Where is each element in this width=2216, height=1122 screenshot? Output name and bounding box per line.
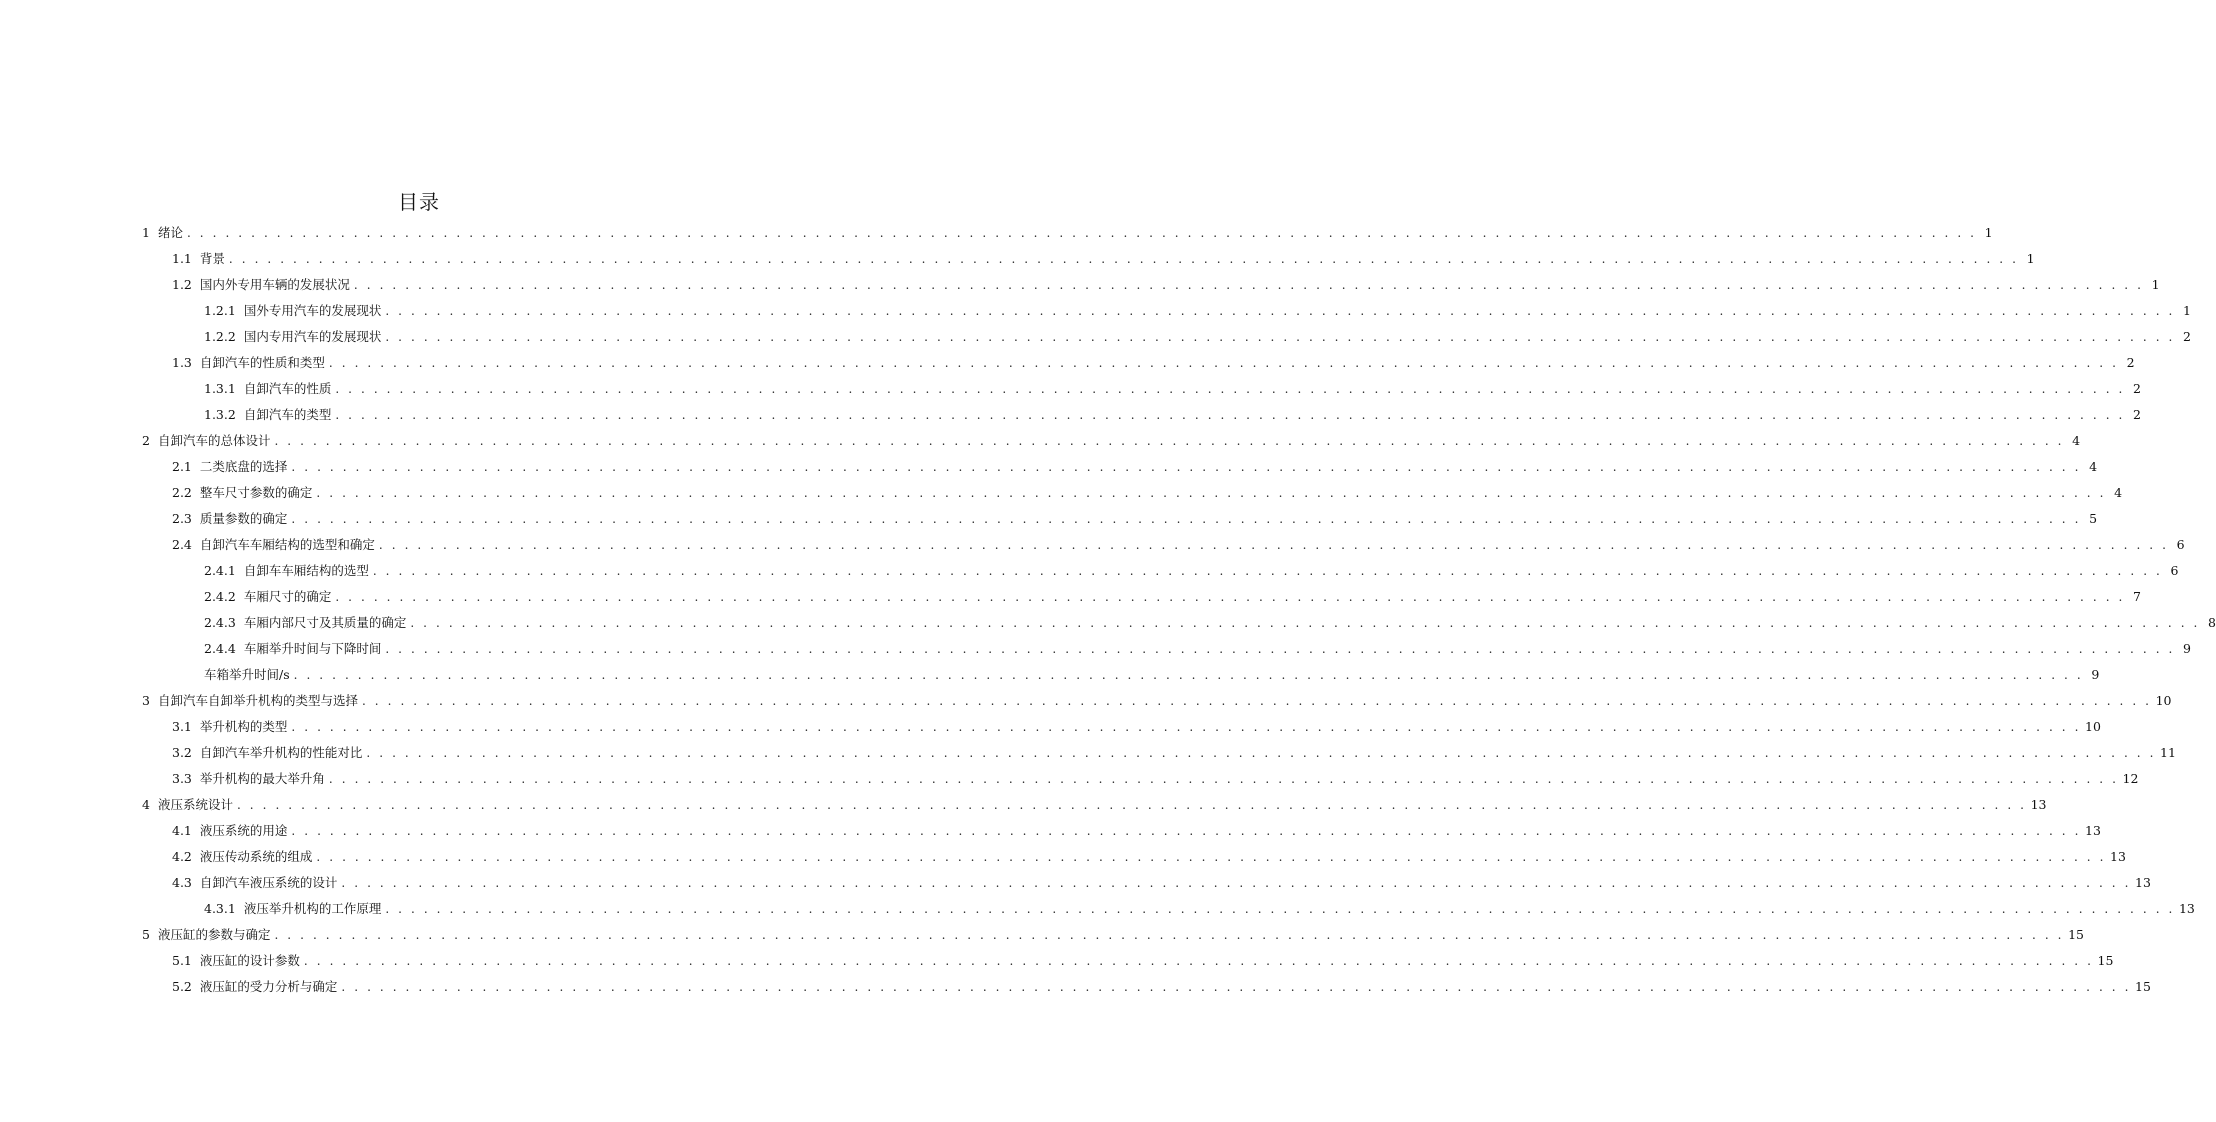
toc-entry-text: 车厢尺寸的确定 [243, 589, 332, 604]
toc-entry-label [172, 246, 229, 272]
toc-page-number: 2 [2133, 381, 2141, 396]
toc-page-number: 1 [2151, 277, 2160, 292]
toc-entry-label [204, 298, 385, 324]
toc-entry-number: 4 [142, 797, 150, 812]
toc-entry-text: 二类底盘的选择 [199, 459, 288, 474]
toc-entry-text: 背景 [199, 251, 225, 266]
toc-entry-label [204, 324, 385, 350]
toc-page-number: 11 [2160, 745, 2176, 760]
toc-entry[interactable] [172, 506, 2098, 532]
toc-entry-label [142, 922, 274, 948]
toc-entry[interactable] [142, 792, 2047, 818]
toc-page-number: 8 [2208, 615, 2216, 630]
toc-entry-number: 1.2.2 [204, 329, 236, 344]
toc-entry-number: 4.2 [172, 849, 192, 864]
toc-entry[interactable] [204, 610, 2216, 636]
toc-entry-text: 国内外专用车辆的发展状况 [199, 277, 350, 292]
toc-page-number: 4 [2072, 433, 2081, 448]
toc-entry-label [172, 974, 341, 1000]
toc-entry-number: 1.2 [172, 277, 192, 292]
toc-dot-leader: . . . . . . . . . . . . . . . . . . . . . . . . . . . . . . . . . . . . . . . . . . . . . . . . . . . . . . . . . . . . . . . . . . . . . . . . . . . . . . . . . . . . . . . . . . . . . . . . . . . . . . . . . . . . . . . . . . . . . . . . . . . . . . . . . . . . . . . . . . . . [341, 980, 2132, 994]
toc-entry-text: 液压缸的设计参数 [199, 953, 300, 968]
toc-dot-leader: . . . . . . . . . . . . . . . . . . . . . . . . . . . . . . . . . . . . . . . . . . . . . . . . . . . . . . . . . . . . . . . . . . . . . . . . . . . . . . . . . . . . . . . . . . . . . . . . . . . . . . . . . . . . . . . . . . . . . . . . . . . . . . . . . . . . . . . . . . . . [335, 408, 2125, 422]
toc-entry-text: 车厢内部尺寸及其质量的确定 [243, 615, 407, 630]
toc-entry[interactable] [142, 428, 2081, 454]
toc-dot-leader: . . . . . . . . . . . . . . . . . . . . . . . . . . . . . . . . . . . . . . . . . . . . . . . . . . . . . . . . . . . . . . . . . . . . . . . . . . . . . . . . . . . . . . . . . . . . . . . . . . . . . . . . . . . . . . . . . . . . . . . . . . . . . . . . . . . . . . . . . . . . [291, 460, 2082, 474]
toc-page-number: 10 [2085, 719, 2101, 734]
toc-entry[interactable] [172, 766, 2139, 792]
toc-entry-number: 1.3.2 [204, 407, 236, 422]
toc-dot-leader: . . . . . . . . . . . . . . . . . . . . . . . . . . . . . . . . . . . . . . . . . . . . . . . . . . . . . . . . . . . . . . . . . . . . . . . . . . . . . . . . . . . . . . . . . . . . . . . . . . . . . . . . . . . . . . . . . . . . . . . . . . . . . . . . . . . . . . . . . . . . [410, 616, 2200, 630]
toc-entry-number: 3.2 [172, 745, 192, 760]
toc-entry-label [204, 636, 385, 662]
toc-entry-label [172, 844, 316, 870]
toc-page-number: 1 [1984, 225, 1993, 240]
toc-entry-label [172, 506, 291, 532]
toc-dot-leader: . . . . . . . . . . . . . . . . . . . . . . . . . . . . . . . . . . . . . . . . . . . . . . . . . . . . . . . . . . . . . . . . . . . . . . . . . . . . . . . . . . . . . . . . . . . . . . . . . . . . . . . . . . . . . . . . . . . . . . . . . . . . . . . . . . . . . . . . . . . . [303, 954, 2094, 968]
toc-entry-text: 质量参数的确定 [199, 511, 288, 526]
toc-entry-label [172, 480, 316, 506]
toc-entry[interactable] [172, 714, 2101, 740]
toc-entry[interactable] [204, 558, 2179, 584]
toc-entry-number: 5.1 [172, 953, 192, 968]
toc-entry-label [142, 688, 362, 714]
toc-entry-text: 车厢举升时间与下降时间 [243, 641, 382, 656]
toc-entry[interactable] [172, 350, 2135, 376]
toc-entry-text: 自卸车车厢结构的选型 [243, 563, 369, 578]
toc-entry-number: 1.3 [172, 355, 192, 370]
toc-entry[interactable] [172, 818, 2101, 844]
toc-entry-text: 液压缸的受力分析与确定 [199, 979, 338, 994]
toc-entry-number: 3.3 [172, 771, 192, 786]
toc-entry-number: 1.1 [172, 251, 192, 266]
toc-entry-label [204, 610, 410, 636]
toc-entry-text: 液压缸的参数与确定 [157, 927, 271, 942]
toc-entry-text: 液压系统的用途 [199, 823, 288, 838]
toc-page-number: 4 [2114, 485, 2123, 500]
toc-entry-text: 液压传动系统的组成 [199, 849, 313, 864]
toc-page-number: 5 [2089, 511, 2098, 526]
toc-entry-label [172, 818, 291, 844]
toc-entry-text: 自卸汽车液压系统的设计 [199, 875, 338, 890]
toc-entry-label [172, 454, 291, 480]
toc-entry[interactable] [204, 402, 2141, 428]
toc-dot-leader: . . . . . . . . . . . . . . . . . . . . . . . . . . . . . . . . . . . . . . . . . . . . . . . . . . . . . . . . . . . . . . . . . . . . . . . . . . . . . . . . . . . . . . . . . . . . . . . . . . . . . . . . . . . . . . . . . . . . . . . . . . . . . . . . . . . . . . . . . . . . [274, 434, 2065, 448]
toc-entry-number: 2.4.1 [204, 563, 236, 578]
toc-entry-number: 2.2 [172, 485, 192, 500]
toc-entry-text: 自卸汽车的性质和类型 [199, 355, 325, 370]
toc-entry-number: 4.1 [172, 823, 192, 838]
toc-entry[interactable] [204, 298, 2191, 324]
toc-dot-leader: . . . . . . . . . . . . . . . . . . . . . . . . . . . . . . . . . . . . . . . . . . . . . . . . . . . . . . . . . . . . . . . . . . . . . . . . . . . . . . . . . . . . . . . . . . . . . . . . . . . . . . . . . . . . . . . . . . . . . . . . . . . . . . . . . . . . . . . . . . . . [291, 720, 2082, 734]
toc-entry[interactable] [172, 454, 2098, 480]
toc-entry-label [204, 584, 335, 610]
toc-dot-leader: . . . . . . . . . . . . . . . . . . . . . . . . . . . . . . . . . . . . . . . . . . . . . . . . . . . . . . . . . . . . . . . . . . . . . . . . . . . . . . . . . . . . . . . . . . . . . . . . . . . . . . . . . . . . . . . . . . . . . . . . . . . . . . . . . . . . . . . . . . . . [341, 876, 2132, 890]
toc-entry-label [172, 714, 291, 740]
toc-page-number: 15 [2097, 953, 2114, 968]
toc-page-number: 2 [2133, 407, 2141, 422]
toc-entry-number: 1.3.1 [204, 381, 236, 396]
toc-entry-text: 举升机构的类型 [199, 719, 288, 734]
toc-page-number: 1 [2026, 251, 2035, 266]
toc-entry[interactable] [142, 688, 2172, 714]
toc-dot-leader: . . . . . . . . . . . . . . . . . . . . . . . . . . . . . . . . . . . . . . . . . . . . . . . . . . . . . . . . . . . . . . . . . . . . . . . . . . . . . . . . . . . . . . . . . . . . . . . . . . . . . . . . . . . . . . . . . . . . . . . . . . . . . . . . . . . . . . . . . . . . [328, 772, 2119, 786]
toc-entry-text: 车箱举升时间/s [204, 667, 290, 682]
toc-entry-number: 5 [142, 927, 150, 942]
toc-page-number: 9 [2091, 667, 2100, 682]
toc-page-number: 13 [2030, 797, 2047, 812]
toc-dot-leader: . . . . . . . . . . . . . . . . . . . . . . . . . . . . . . . . . . . . . . . . . . . . . . . . . . . . . . . . . . . . . . . . . . . . . . . . . . . . . . . . . . . . . . . . . . . . . . . . . . . . . . . . . . . . . . . . . . . . . . . . . . . . . . . . . . . . . . . . . . . . [335, 382, 2125, 396]
toc-entry-label [142, 428, 274, 454]
toc-entry-number: 3.1 [172, 719, 192, 734]
toc-title: 目录 [398, 190, 440, 214]
toc-dot-leader: . . . . . . . . . . . . . . . . . . . . . . . . . . . . . . . . . . . . . . . . . . . . . . . . . . . . . . . . . . . . . . . . . . . . . . . . . . . . . . . . . . . . . . . . . . . . . . . . . . . . . . . . . . . . . . . . . . . . . . . . . . . . . . . . . . . . . . . . . . . . [274, 928, 2065, 942]
toc-entry-number: 2.4.3 [204, 615, 236, 630]
toc-entry[interactable] [172, 246, 2035, 272]
toc-entry-text: 液压系统设计 [157, 797, 233, 812]
toc-page-number: 9 [2183, 641, 2191, 656]
toc-entry-label [172, 948, 304, 974]
toc-page-number: 13 [2110, 849, 2126, 864]
toc-page-number: 2 [2183, 329, 2191, 344]
toc-dot-leader: . . . . . . . . . . . . . . . . . . . . . . . . . . . . . . . . . . . . . . . . . . . . . . . . . . . . . . . . . . . . . . . . . . . . . . . . . . . . . . . . . . . . . . . . . . . . . . . . . . . . . . . . . . . . . . . . . . . . . . . . . . . . . . . . . . . . . . . . . . . . [293, 668, 2084, 682]
toc-dot-leader: . . . . . . . . . . . . . . . . . . . . . . . . . . . . . . . . . . . . . . . . . . . . . . . . . . . . . . . . . . . . . . . . . . . . . . . . . . . . . . . . . . . . . . . . . . . . . . . . . . . . . . . . . . . . . . . . . . . . . . . . . . . . . . . . . . . . . . . . . . . . [335, 590, 2125, 604]
toc-entry-text: 自卸汽车的性质 [243, 381, 332, 396]
toc-entry[interactable] [172, 870, 2151, 896]
toc-entry-label [172, 532, 379, 558]
toc-entry[interactable] [204, 896, 2195, 922]
toc-entry[interactable] [172, 272, 2160, 298]
toc-dot-leader: . . . . . . . . . . . . . . . . . . . . . . . . . . . . . . . . . . . . . . . . . . . . . . . . . . . . . . . . . . . . . . . . . . . . . . . . . . . . . . . . . . . . . . . . . . . . . . . . . . . . . . . . . . . . . . . . . . . . . . . . . . . . . . . . . . . . . . . . . . . . [385, 330, 2175, 344]
toc-entry-number: 4.3.1 [204, 901, 236, 916]
toc-entry-label [172, 272, 354, 298]
toc-entry-label [142, 792, 237, 818]
toc-entry[interactable] [204, 376, 2141, 402]
toc-page-number: 13 [2135, 875, 2151, 890]
toc-dot-leader: . . . . . . . . . . . . . . . . . . . . . . . . . . . . . . . . . . . . . . . . . . . . . . . . . . . . . . . . . . . . . . . . . . . . . . . . . . . . . . . . . . . . . . . . . . . . . . . . . . . . . . . . . . . . . . . . . . . . . . . . . . . . . . . . . . . . . . . . . . . . [291, 824, 2082, 838]
toc-entry-text: 绪论 [157, 225, 183, 240]
toc-page-number: 15 [2068, 927, 2085, 942]
toc-entry-text: 国内专用汽车的发展现状 [243, 329, 382, 344]
toc-dot-leader: . . . . . . . . . . . . . . . . . . . . . . . . . . . . . . . . . . . . . . . . . . . . . . . . . . . . . . . . . . . . . . . . . . . . . . . . . . . . . . . . . . . . . . . . . . . . . . . . . . . . . . . . . . . . . . . . . . . . . . . . . . . . . . . . . . . . . . . . . . . . [316, 486, 2107, 500]
toc-entry[interactable] [172, 974, 2151, 1000]
toc-entry-label [172, 870, 341, 896]
toc-page-number: 1 [2183, 303, 2191, 318]
toc-entry-text: 国外专用汽车的发展现状 [243, 303, 382, 318]
toc-entry[interactable] [204, 636, 2191, 662]
toc-entry-number: 2 [142, 433, 150, 448]
toc-entry[interactable] [142, 922, 2085, 948]
toc-page-number: 2 [2126, 355, 2135, 370]
toc-entry-text: 自卸汽车自卸举升机构的类型与选择 [157, 693, 358, 708]
toc-dot-leader: . . . . . . . . . . . . . . . . . . . . . . . . . . . . . . . . . . . . . . . . . . . . . . . . . . . . . . . . . . . . . . . . . . . . . . . . . . . . . . . . . . . . . . . . . . . . . . . . . . . . . . . . . . . . . . . . . . . . . . . . . . . . . . . . . . . . . . . . . . . . [186, 226, 1977, 240]
toc-page-number: 10 [2155, 693, 2172, 708]
toc-entry[interactable] [204, 324, 2191, 350]
toc-entry-number: 3 [142, 693, 150, 708]
toc-entry-number: 2.4.2 [204, 589, 236, 604]
toc-dot-leader: . . . . . . . . . . . . . . . . . . . . . . . . . . . . . . . . . . . . . . . . . . . . . . . . . . . . . . . . . . . . . . . . . . . . . . . . . . . . . . . . . . . . . . . . . . . . . . . . . . . . . . . . . . . . . . . . . . . . . . . . . . . . . . . . . . . . . . . . . . . . [228, 252, 2019, 266]
toc-entry-number: 2.3 [172, 511, 192, 526]
toc-entry[interactable] [172, 480, 2123, 506]
toc-entry-label [204, 376, 335, 402]
toc-dot-leader: . . . . . . . . . . . . . . . . . . . . . . . . . . . . . . . . . . . . . . . . . . . . . . . . . . . . . . . . . . . . . . . . . . . . . . . . . . . . . . . . . . . . . . . . . . . . . . . . . . . . . . . . . . . . . . . . . . . . . . . . . . . . . . . . . . . . . . . . . . . . [366, 746, 2157, 760]
toc-dot-leader: . . . . . . . . . . . . . . . . . . . . . . . . . . . . . . . . . . . . . . . . . . . . . . . . . . . . . . . . . . . . . . . . . . . . . . . . . . . . . . . . . . . . . . . . . . . . . . . . . . . . . . . . . . . . . . . . . . . . . . . . . . . . . . . . . . . . . . . . . . . . [385, 642, 2175, 656]
toc-entry-text: 自卸汽车的类型 [243, 407, 332, 422]
toc-entry[interactable] [142, 220, 1993, 246]
toc-page-number: 7 [2133, 589, 2141, 604]
toc-dot-leader: . . . . . . . . . . . . . . . . . . . . . . . . . . . . . . . . . . . . . . . . . . . . . . . . . . . . . . . . . . . . . . . . . . . . . . . . . . . . . . . . . . . . . . . . . . . . . . . . . . . . . . . . . . . . . . . . . . . . . . . . . . . . . . . . . . . . . . . . . . . . [353, 278, 2144, 292]
toc-entry-text: 液压举升机构的工作原理 [243, 901, 382, 916]
toc-entry[interactable] [172, 532, 2185, 558]
toc-entry-label [172, 766, 329, 792]
toc-entry-label [204, 662, 294, 688]
toc-entry-label [172, 350, 329, 376]
toc-entry-number: 4.3 [172, 875, 192, 890]
toc-entry[interactable] [204, 662, 2100, 688]
toc-entry[interactable] [204, 584, 2141, 610]
toc-dot-leader: . . . . . . . . . . . . . . . . . . . . . . . . . . . . . . . . . . . . . . . . . . . . . . . . . . . . . . . . . . . . . . . . . . . . . . . . . . . . . . . . . . . . . . . . . . . . . . . . . . . . . . . . . . . . . . . . . . . . . . . . . . . . . . . . . . . . . . . . . . . . [361, 694, 2152, 708]
toc-entry-text: 自卸汽车的总体设计 [157, 433, 271, 448]
toc-dot-leader: . . . . . . . . . . . . . . . . . . . . . . . . . . . . . . . . . . . . . . . . . . . . . . . . . . . . . . . . . . . . . . . . . . . . . . . . . . . . . . . . . . . . . . . . . . . . . . . . . . . . . . . . . . . . . . . . . . . . . . . . . . . . . . . . . . . . . . . . . . . . [316, 850, 2107, 864]
toc-entry-label [204, 558, 373, 584]
toc-page-number: 6 [2170, 563, 2179, 578]
toc-entry-label [142, 220, 187, 246]
toc-dot-leader: . . . . . . . . . . . . . . . . . . . . . . . . . . . . . . . . . . . . . . . . . . . . . . . . . . . . . . . . . . . . . . . . . . . . . . . . . . . . . . . . . . . . . . . . . . . . . . . . . . . . . . . . . . . . . . . . . . . . . . . . . . . . . . . . . . . . . . . . . . . . [236, 798, 2027, 812]
toc-entry-number: 2.1 [172, 459, 192, 474]
toc-entry[interactable] [172, 844, 2126, 870]
toc-entry-label [204, 402, 335, 428]
toc-entry-text: 自卸汽车举升机构的性能对比 [199, 745, 363, 760]
toc-entry-text: 举升机构的最大举升角 [199, 771, 325, 786]
toc-entry-number: 1.2.1 [204, 303, 236, 318]
toc-dot-leader: . . . . . . . . . . . . . . . . . . . . . . . . . . . . . . . . . . . . . . . . . . . . . . . . . . . . . . . . . . . . . . . . . . . . . . . . . . . . . . . . . . . . . . . . . . . . . . . . . . . . . . . . . . . . . . . . . . . . . . . . . . . . . . . . . . . . . . . . . . . . [328, 356, 2119, 370]
toc-dot-leader: . . . . . . . . . . . . . . . . . . . . . . . . . . . . . . . . . . . . . . . . . . . . . . . . . . . . . . . . . . . . . . . . . . . . . . . . . . . . . . . . . . . . . . . . . . . . . . . . . . . . . . . . . . . . . . . . . . . . . . . . . . . . . . . . . . . . . . . . . . . . [372, 564, 2163, 578]
toc-entry-label [204, 896, 385, 922]
toc-entry-number: 2.4 [172, 537, 192, 552]
toc-entry-number: 5.2 [172, 979, 192, 994]
toc-entry-text: 自卸汽车车厢结构的选型和确定 [199, 537, 375, 552]
toc-page-number: 13 [2085, 823, 2101, 838]
toc-page-number: 4 [2089, 459, 2098, 474]
toc-entry[interactable] [172, 948, 2114, 974]
toc-entry-number: 2.4.4 [204, 641, 236, 656]
toc-entry[interactable] [172, 740, 2176, 766]
toc-entry-number: 1 [142, 225, 150, 240]
toc-dot-leader: . . . . . . . . . . . . . . . . . . . . . . . . . . . . . . . . . . . . . . . . . . . . . . . . . . . . . . . . . . . . . . . . . . . . . . . . . . . . . . . . . . . . . . . . . . . . . . . . . . . . . . . . . . . . . . . . . . . . . . . . . . . . . . . . . . . . . . . . . . . . [378, 538, 2169, 552]
toc-page-number: 6 [2176, 537, 2185, 552]
toc-dot-leader: . . . . . . . . . . . . . . . . . . . . . . . . . . . . . . . . . . . . . . . . . . . . . . . . . . . . . . . . . . . . . . . . . . . . . . . . . . . . . . . . . . . . . . . . . . . . . . . . . . . . . . . . . . . . . . . . . . . . . . . . . . . . . . . . . . . . . . . . . . . . [385, 304, 2175, 318]
toc-dot-leader: . . . . . . . . . . . . . . . . . . . . . . . . . . . . . . . . . . . . . . . . . . . . . . . . . . . . . . . . . . . . . . . . . . . . . . . . . . . . . . . . . . . . . . . . . . . . . . . . . . . . . . . . . . . . . . . . . . . . . . . . . . . . . . . . . . . . . . . . . . . . [291, 512, 2082, 526]
toc-entry-label [172, 740, 366, 766]
toc-entry-text: 整车尺寸参数的确定 [199, 485, 313, 500]
toc-page-number: 15 [2135, 979, 2151, 994]
toc-dot-leader: . . . . . . . . . . . . . . . . . . . . . . . . . . . . . . . . . . . . . . . . . . . . . . . . . . . . . . . . . . . . . . . . . . . . . . . . . . . . . . . . . . . . . . . . . . . . . . . . . . . . . . . . . . . . . . . . . . . . . . . . . . . . . . . . . . . . . . . . . . . . [385, 902, 2175, 916]
toc-page-number: 13 [2178, 901, 2195, 916]
toc-page-number: 12 [2122, 771, 2139, 786]
